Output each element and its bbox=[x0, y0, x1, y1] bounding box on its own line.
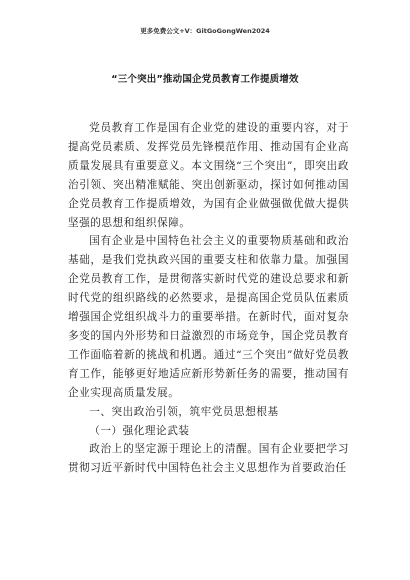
intro-paragraph: 党员教育工作是国有企业党的建设的重要内容，对于提高党员素质、发挥党员先锋模范作用、推动国有企业高质量发展具有重要意义。本文围绕“三个突出”，即突出政治引领、突出精准赋能、突出创新驱动，探讨如何推动国企党员教育工作提质增效，为国有企业做强做优做大提供坚强的思想和组织保障。 bbox=[68, 122, 349, 229]
section-paragraph: 政治上的坚定源于理论上的清醒。国有企业要把学习贯彻习近平新时代中国特色社会主义思想作为首要政治任 bbox=[68, 443, 349, 475]
background-paragraph: 国有企业是中国特色社会主义的重要物质基础和政治基础，是我们党执政兴国的重要支柱和依靠力量。加强国企党员教育工作，是贯彻落实新时代党的建设总要求和新时代党的组织路线的必然要求，是提高国企党员队伍素质增强国企党组织战斗力的重要举措。在新时代，面对复杂多变的国内外形势和日益激烈的市场竞争，国企党员教育工作面临着新的挑战和机遇。通过“三个突出”做好党员教育工作，能够更好地适应新形势新任务的需要，推动国有企业实现高质量发展。 bbox=[68, 235, 349, 399]
watermark-text: 更多免费公文+V：GitGoGongWen2024 bbox=[140, 27, 270, 35]
document-title: “三个突出”推动国企党员教育工作提质增效 bbox=[111, 74, 299, 85]
document-body bbox=[68, 119, 349, 478]
subsection-heading: （一）强化理论武装 bbox=[89, 424, 190, 437]
section-heading: 一、突出政治引领，筑牢党员思想根基 bbox=[89, 405, 279, 418]
